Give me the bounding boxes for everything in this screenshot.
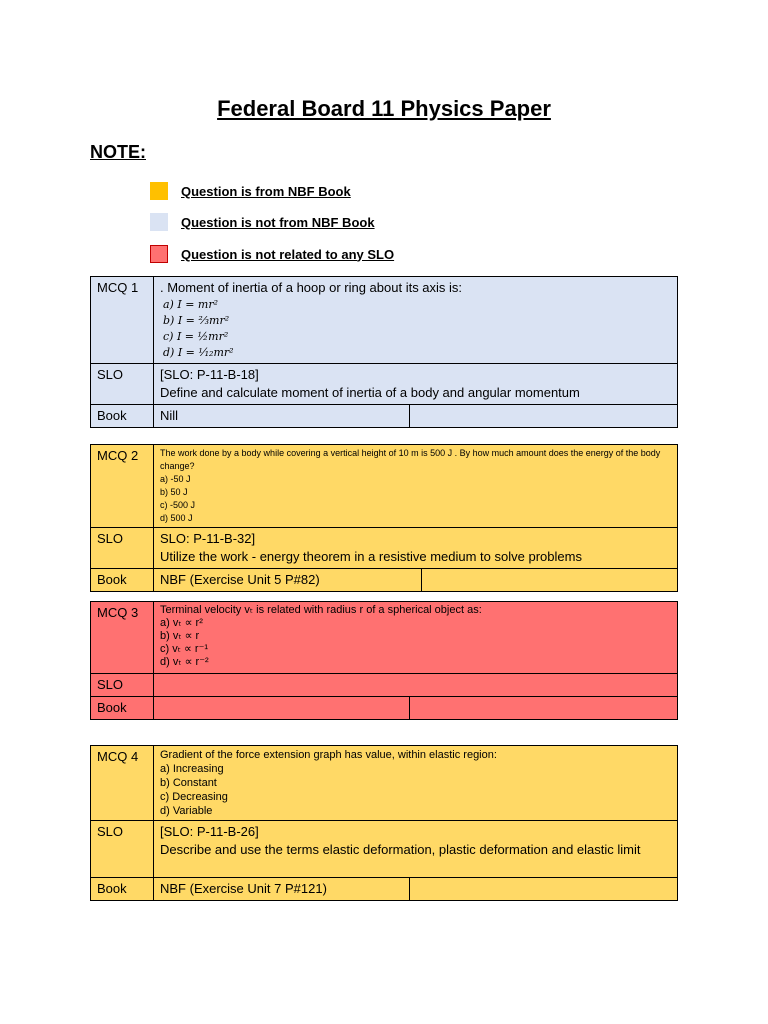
slo-cell (154, 364, 678, 405)
book-empty-cell (422, 569, 678, 592)
option-b: b) vₜ ∝ r (160, 630, 200, 642)
book-reference: NBF (Exercise Unit 7 P#121) (154, 878, 410, 901)
legend-swatch-orange (150, 182, 168, 200)
book-empty-cell (410, 697, 678, 720)
option-d: d) I = ¹⁄₁₂mr² (163, 346, 234, 359)
slo-code: [SLO: P-11-B-26] (160, 824, 259, 839)
legend-swatch-blue (150, 213, 168, 231)
option-d: d) vₜ ∝ r⁻² (160, 656, 209, 668)
slo-label: SLO (91, 364, 154, 405)
mcq-label: MCQ 3 (91, 602, 154, 674)
slo-description: Define and calculate moment of inertia of a body and angular momentum (160, 385, 580, 400)
legend-label: Question is not related to any SLO (181, 246, 395, 262)
mcq-label: MCQ 2 (91, 445, 154, 528)
option-a: a) Increasing (160, 763, 224, 775)
option-a: a) -50 J (160, 474, 191, 484)
mcq-table-4 (90, 745, 678, 901)
legend-item-nbf (150, 181, 351, 201)
legend-item-not-nbf (150, 212, 375, 232)
book-reference: NBF (Exercise Unit 5 P#82) (154, 569, 422, 592)
slo-description: Describe and use the terms elastic deformation, plastic deformation and elastic limit (160, 842, 641, 857)
page-title: Federal Board 11 Physics Paper (217, 96, 551, 121)
option-a: a) vₜ ∝ r² (160, 617, 203, 629)
slo-cell (154, 674, 678, 697)
book-reference (154, 697, 410, 720)
slo-cell (154, 821, 678, 878)
option-b: b) 50 J (160, 487, 188, 497)
question-cell (154, 602, 678, 674)
question-text: . Moment of inertia of a hoop or ring about its axis is: (160, 280, 463, 295)
mcq-table-3 (90, 601, 678, 720)
legend-label: Question is not from NBF Book (181, 214, 375, 230)
option-c: c) I = ½mr² (163, 330, 229, 343)
slo-label: SLO (91, 528, 154, 569)
book-reference: Nill (154, 405, 410, 428)
book-label: Book (91, 405, 154, 428)
note-heading: NOTE: (90, 142, 146, 162)
legend-swatch-red (150, 245, 168, 263)
option-b: b) I = ⅔mr² (163, 314, 230, 327)
legend-label: Question is from NBF Book (181, 183, 351, 199)
slo-cell (154, 528, 678, 569)
mcq-table-2 (90, 444, 678, 592)
option-c: c) Decreasing (160, 791, 228, 803)
option-c: c) -500 J (160, 500, 196, 510)
option-a: a) I = mr² (163, 298, 218, 311)
slo-code: [SLO: P-11-B-18] (160, 367, 259, 382)
option-d: d) Variable (160, 805, 213, 817)
option-d: d) 500 J (160, 513, 193, 523)
mcq-label: MCQ 1 (91, 277, 154, 364)
slo-label: SLO (91, 674, 154, 697)
legend-item-no-slo (150, 244, 394, 264)
question-cell (154, 277, 678, 364)
option-b: b) Constant (160, 777, 217, 789)
mcq-table-1 (90, 276, 678, 428)
question-text: Gradient of the force extension graph has value, within elastic region: (160, 749, 497, 761)
book-label: Book (91, 697, 154, 720)
question-cell (154, 445, 678, 528)
question-text: Terminal velocity vₜ is related with radius r of a spherical object as: (160, 604, 482, 616)
book-label: Book (91, 569, 154, 592)
book-empty-cell (410, 878, 678, 901)
book-label: Book (91, 878, 154, 901)
question-cell (154, 746, 678, 821)
slo-description: Utilize the work - energy theorem in a resistive medium to solve problems (160, 549, 582, 564)
question-text: The work done by a body while covering a vertical height of 10 m is 500 J . By how much amount does the energy of the body change? (160, 448, 661, 471)
option-c: c) vₜ ∝ r⁻¹ (160, 643, 209, 655)
slo-code: SLO: P-11-B-32] (160, 531, 256, 546)
mcq-label: MCQ 4 (91, 746, 154, 821)
book-empty-cell (410, 405, 678, 428)
slo-label: SLO (91, 821, 154, 878)
